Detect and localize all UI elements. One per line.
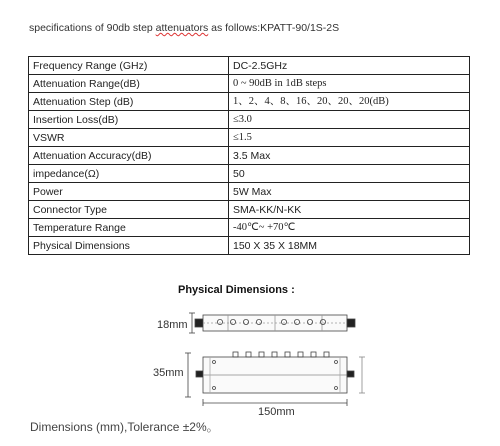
value-cell: -40℃~ +70℃ [229,219,470,237]
dimensions-caption: Dimensions (mm),Tolerance ±2%。 [30,420,219,434]
top-view [153,352,365,417]
length-label: 150mm [258,406,295,417]
table-row [29,237,470,255]
table-row [29,129,470,147]
param-cell: Power [29,183,229,201]
dimensions-title: Physical Dimensions : [178,284,295,296]
param-cell: impedance(Ω) [29,165,229,183]
param-cell: Attenuation Range(dB) [29,75,229,93]
value-cell: SMA-KK/N-KK [229,201,470,219]
value-cell: 5W Max [229,183,470,201]
right-connector [347,319,355,327]
value-cell: DC-2.5GHz [229,57,470,75]
param-cell: VSWR [29,129,229,147]
dimension-drawing [140,305,380,417]
side-view [157,313,355,333]
height-label: 18mm [157,319,188,331]
spec-heading-prefix: specifications of 90db step [29,22,156,34]
table-row [29,57,470,75]
table-row [29,147,470,165]
param-cell: Attenuation Accuracy(dB) [29,147,229,165]
value-cell: 3.5 Max [229,147,470,165]
value-cell: 50 [229,165,470,183]
value-cell: ≤1.5 [229,129,470,147]
table-row [29,75,470,93]
param-cell: Insertion Loss(dB) [29,111,229,129]
table-row [29,93,470,111]
spec-heading-suffix: as follows:KPATT-90/1S-2S [208,22,340,34]
table-row [29,219,470,237]
param-cell: Physical Dimensions [29,237,229,255]
table-row [29,183,470,201]
param-cell: Connector Type [29,201,229,219]
param-cell: Attenuation Step (dB) [29,93,229,111]
spec-heading-underlined: attenuators [155,22,209,34]
value-cell: ≤3.0 [229,111,470,129]
width-label: 35mm [153,367,184,379]
param-cell: Frequency Range (GHz) [29,57,229,75]
left-connector [195,319,203,327]
value-cell: 0 ~ 90dB in 1dB steps [229,75,470,93]
specifications-table [28,56,470,255]
value-cell: 150 X 35 X 18MM [229,237,470,255]
table-row [29,111,470,129]
spec-heading [29,22,339,34]
param-cell: Temperature Range [29,219,229,237]
table-row [29,201,470,219]
value-cell: 1、2、4、8、16、20、20、20(dB) [229,93,470,111]
table-row [29,165,470,183]
